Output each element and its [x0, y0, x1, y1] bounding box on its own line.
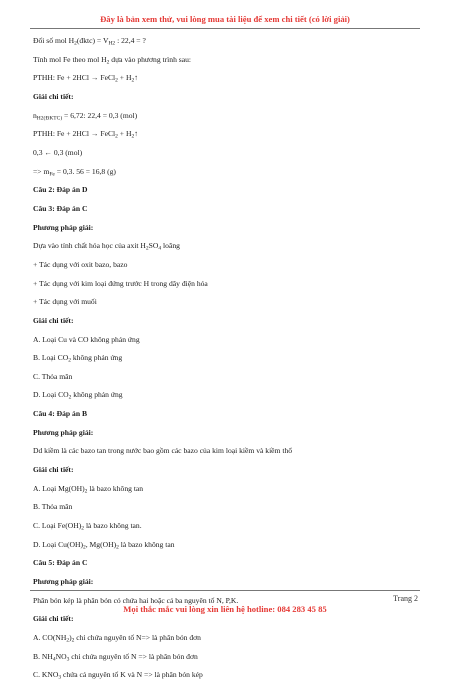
text-run: loãng	[161, 241, 180, 251]
text-run: Phương pháp giải:	[33, 427, 94, 437]
section-heading	[33, 204, 423, 214]
text-run: là bazo không tan	[118, 539, 175, 549]
text-run: Câu 3: Đáp án C	[33, 203, 88, 213]
subscript: 2	[68, 394, 72, 401]
section-heading	[33, 223, 423, 233]
text-line	[33, 372, 423, 382]
text-run: chỉ chứa nguyên tố N=> là phân bón đơn	[74, 633, 201, 642]
text-run: , Mg(OH)	[85, 539, 117, 549]
text-run: C. KNO	[33, 670, 59, 680]
text-line	[33, 260, 423, 270]
subscript: 2	[84, 488, 88, 495]
text-line	[33, 335, 423, 345]
subscript: H2	[108, 40, 116, 47]
text-line	[33, 446, 423, 456]
section-heading	[33, 558, 423, 568]
text-run: + Tác dụng với kim loại đứng trước H trong dãy điện hóa	[33, 278, 208, 288]
text-line	[33, 670, 423, 680]
text-run: D. Loại CO	[33, 390, 69, 400]
text-run: không phản ứng	[71, 390, 123, 400]
text-run: Phân bón kép là phân bón có chứa hai hoặc cả ba nguyên tố N, P,K.	[33, 595, 239, 605]
text-run: Giải chi tiết:	[33, 315, 74, 325]
hotline-footer: Mọi thắc mắc vui lòng xin liên hệ hotline: 084 283 45 85	[123, 604, 327, 614]
text-line	[33, 73, 423, 83]
text-run: = 0,3. 56 = 16,8 (g)	[54, 166, 116, 176]
subscript: 2	[81, 525, 85, 532]
text-run: B. Loại CO	[33, 353, 69, 363]
text-run: Dựa vào tính chất hóa học của axit H	[33, 241, 146, 251]
text-line	[33, 502, 423, 512]
text-run: A. Loại Mg(OH)	[33, 483, 85, 493]
text-run: Câu 2: Đáp án D	[33, 185, 88, 195]
text-line	[33, 390, 423, 400]
section-heading	[33, 465, 423, 475]
text-run: Đối số mol H	[33, 36, 75, 45]
text-run: = 6,72: 22,4 = 0,3 (mol)	[62, 110, 138, 120]
text-run: PTHH: Fe + 2HCl → FeCl	[33, 129, 116, 139]
text-run: ↑	[134, 73, 139, 83]
text-run: Phương pháp giải:	[33, 222, 94, 232]
section-heading	[33, 316, 423, 326]
text-run: là bazo không tan.	[84, 521, 142, 531]
section-heading	[33, 614, 423, 624]
text-line	[33, 241, 423, 251]
text-line	[33, 55, 423, 65]
document-body	[33, 36, 423, 689]
text-run: A. Loại Cu và CO không phản ứng	[33, 334, 140, 344]
section-heading	[33, 92, 423, 102]
subscript: 2	[74, 40, 77, 47]
text-line	[33, 521, 423, 531]
text-run: Câu 5: Đáp án C	[33, 558, 88, 568]
text-line	[33, 148, 423, 158]
text-line	[33, 111, 423, 121]
text-run: C. Thỏa mãn	[33, 371, 73, 381]
text-run: : 22,4 = ?	[115, 36, 146, 45]
subscript: 2	[116, 544, 119, 551]
text-line	[33, 297, 423, 307]
subscript: Fe	[49, 171, 55, 178]
page-number: Trang 2	[393, 594, 418, 603]
header-divider	[30, 28, 420, 29]
subscript: 2	[68, 357, 71, 364]
text-run: chứa cả nguyên tố K và N => là phân bón kép	[61, 670, 203, 680]
text-line	[33, 484, 423, 494]
text-run: (đktc) = V	[76, 36, 109, 45]
text-run: Giải chi tiết:	[33, 614, 74, 624]
text-run: 0,3 ← 0,3 (mol)	[33, 147, 83, 157]
text-line	[33, 279, 423, 289]
text-run: C. Loại Fe(OH)	[33, 521, 82, 531]
section-heading	[33, 428, 423, 438]
text-run: là bazo không tan	[87, 483, 144, 493]
subscript: 2	[106, 59, 110, 66]
subscript: 3	[58, 674, 62, 681]
text-run: Giải chi tiết:	[33, 465, 74, 475]
text-run: + H	[117, 73, 132, 83]
subscript: 4	[158, 245, 162, 252]
text-line	[33, 36, 423, 46]
text-line	[33, 167, 423, 177]
text-run: chỉ chứa nguyên tố N => là phân bón đơn	[69, 651, 198, 661]
text-line	[33, 540, 423, 550]
text-line	[33, 129, 423, 139]
text-run: Câu 4: Đáp án B	[33, 409, 88, 419]
text-run: Dd kiềm là các bazo tan trong nước bao gồm các bazo của kim loại kiềm và kiềm thổ	[33, 446, 293, 456]
text-run: n	[33, 110, 37, 120]
text-run: + Tác dụng với oxit bazo, bazo	[33, 259, 128, 269]
subscript: 2	[66, 637, 70, 644]
text-run: + H	[117, 129, 132, 139]
section-heading	[33, 185, 423, 195]
text-run: SO	[148, 241, 159, 251]
text-run: A. CO(NH	[33, 633, 67, 642]
text-run: B. Thỏa mãn	[33, 502, 73, 512]
subscript: 3	[66, 656, 70, 663]
subscript: 4	[52, 656, 56, 663]
preview-banner: Đây là bản xem thử, vui lòng mua tài liệu để xem chi tiết (có lời giải)	[100, 14, 350, 24]
subscript: 2	[131, 133, 135, 140]
section-heading	[33, 409, 423, 419]
text-run: Giải chi tiết:	[33, 91, 74, 101]
subscript: 2	[71, 637, 75, 644]
text-run: B. NH	[33, 651, 53, 661]
text-run: không phản ứng	[70, 353, 123, 363]
text-run: Phương pháp giải:	[33, 577, 94, 587]
subscript: 2	[115, 77, 118, 84]
text-run: NO	[55, 651, 67, 661]
text-run: PTHH: Fe + 2HCl → FeCl	[33, 73, 116, 83]
text-run: => m	[33, 166, 50, 176]
text-run: + Tác dụng với muối	[33, 297, 97, 307]
section-heading	[33, 577, 423, 587]
text-line	[33, 652, 423, 662]
text-run: )	[69, 633, 72, 642]
subscript: 2	[82, 544, 86, 551]
subscript: H2(ĐKTC)	[36, 115, 63, 122]
text-run: dựa vào phương trình sau:	[109, 54, 192, 64]
footer-divider	[30, 590, 420, 591]
text-run: Tính mol Fe theo mol H	[33, 54, 107, 64]
text-line	[33, 633, 423, 643]
text-line	[33, 353, 423, 363]
subscript: 2	[131, 77, 135, 84]
subscript: 2	[145, 245, 149, 252]
text-run: D. Loại Cu(OH)	[33, 539, 83, 549]
text-run: ↑	[134, 129, 139, 139]
subscript: 2	[115, 133, 118, 140]
